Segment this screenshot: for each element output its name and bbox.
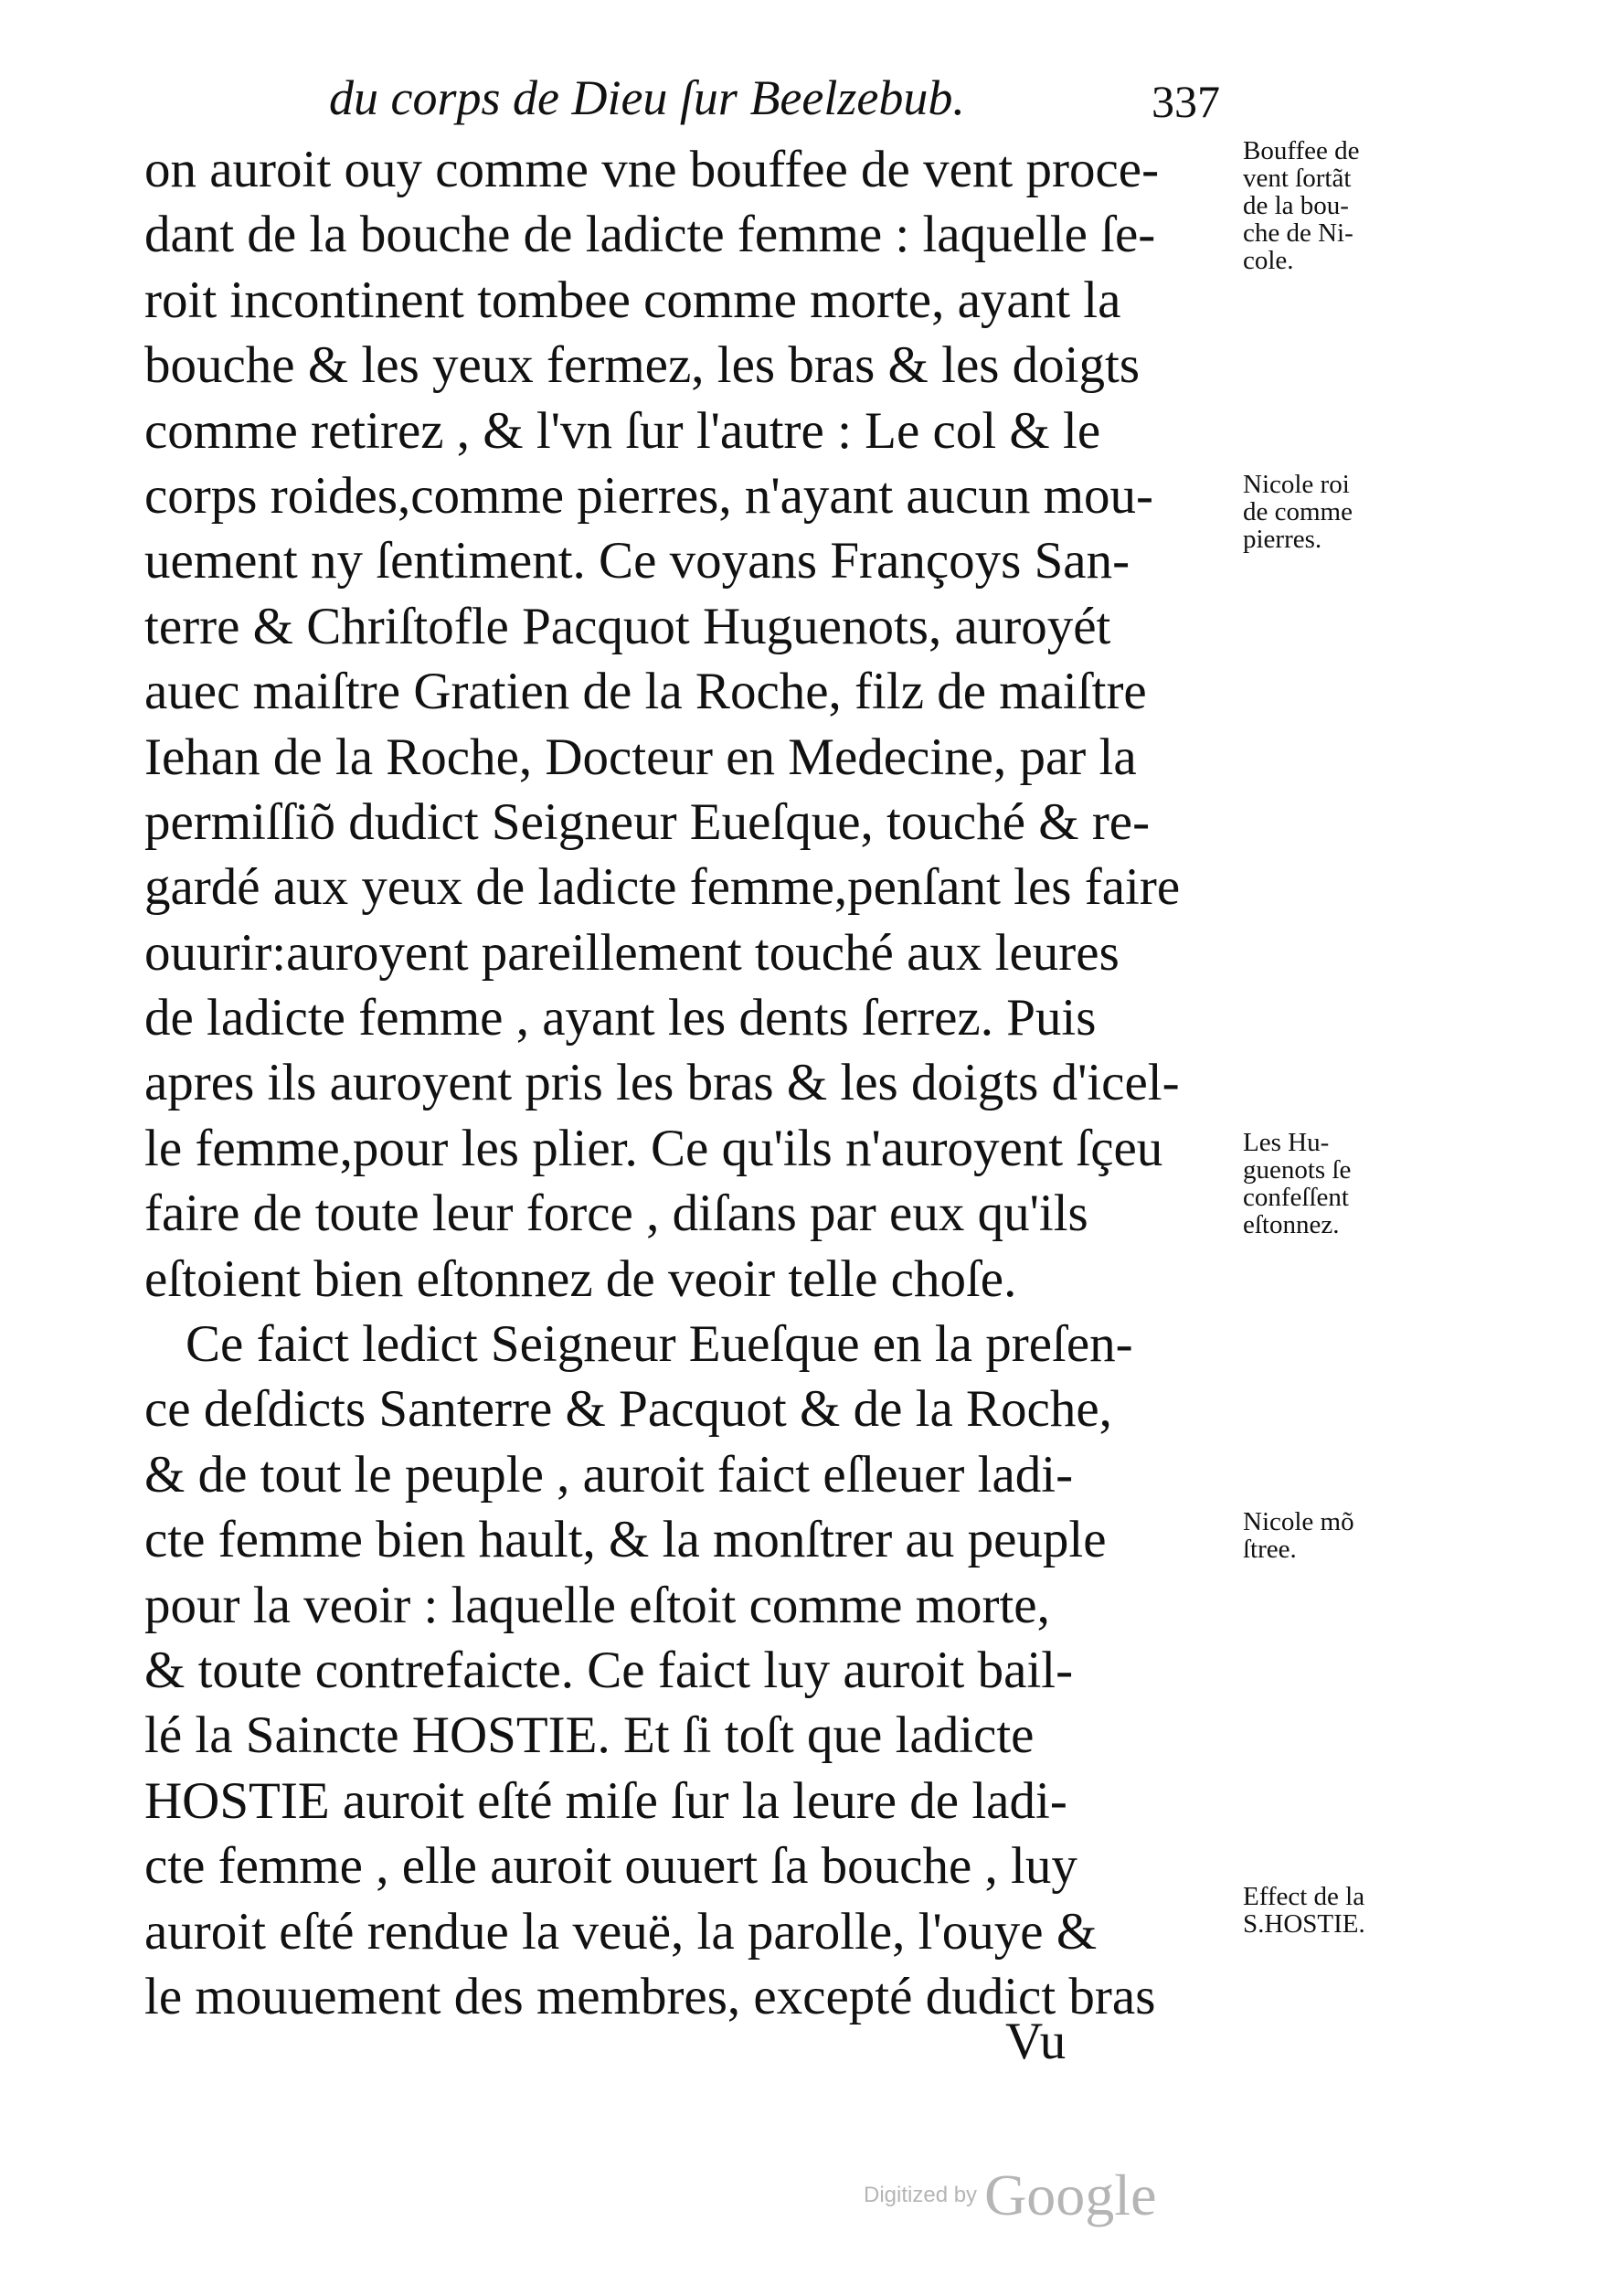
page-header <box>329 66 1243 130</box>
text-line: dant de la bouche de ladicte femme : laquelle ſe- <box>144 206 1156 264</box>
margin-note-line: Nicole roi <box>1243 470 1350 499</box>
margin-note-nicole-monstree <box>1243 1508 1517 1563</box>
text-line: pour la veoir : laquelle eſtoit comme morte, <box>144 1576 1050 1634</box>
margin-note-line: pierres. <box>1243 525 1322 554</box>
text-line: eſtoient bien eſtonnez de veoir telle choſe. <box>144 1249 1017 1308</box>
running-title: du corps de Dieu ſur Beelzebub. <box>329 70 965 125</box>
text-line: gardé aux yeux de ladicte femme,penſant les faire <box>144 858 1181 917</box>
text-line: uement ny ſentiment. Ce voyans Françoys San- <box>144 532 1130 590</box>
text-line: lé la Saincte HOSTIE. Et ſi toſt que ladicte <box>144 1706 1035 1765</box>
text-line: auroit eſté rendue la veuë, la parolle, l'ouye & <box>144 1902 1098 1961</box>
margin-note-nicole-roide <box>1243 471 1517 553</box>
text-line: & de tout le peuple , auroit faict eſleuer ladi- <box>144 1445 1074 1504</box>
text-line: & toute contrefaicte. Ce faict luy auroit bail- <box>144 1641 1074 1699</box>
margin-note-line: confeſſent <box>1243 1183 1349 1212</box>
text-line: HOSTIE auroit eſté miſe ſur la leure de ladi- <box>144 1771 1067 1830</box>
margin-note-huguenots <box>1243 1129 1517 1238</box>
margin-note-line: S.HOSTIE. <box>1243 1909 1365 1939</box>
page-number: 337 <box>1152 76 1220 127</box>
text-line: roit incontinent tombee comme morte, ayant la <box>144 271 1121 329</box>
margin-note-line: Nicole mõ <box>1243 1507 1354 1536</box>
text-line: faire de toute leur force , diſans par eux qu'ils <box>144 1185 1088 1243</box>
text-line: ce deſdicts Santerre & Pacquot & de la Roche, <box>144 1380 1112 1439</box>
paragraph-start-line: Ce faict ledict Seigneur Eueſque en la preſen- <box>186 1315 1133 1374</box>
text-line: le mouuement des membres, excepté dudict bras <box>144 1967 1156 2025</box>
margin-note-line: de comme <box>1243 497 1353 526</box>
margin-note-line: Bouffee de <box>1243 136 1360 165</box>
google-logo: Google <box>984 2163 1157 2227</box>
text-line: de ladicte femme , ayant les dents ſerrez. Puis <box>144 989 1097 1047</box>
text-line: bouche & les yeux fermez, les bras & les doigts <box>144 336 1141 395</box>
margin-note-line: cole. <box>1243 246 1294 275</box>
text-line: corps roides,comme pierres, n'ayant aucun mou- <box>144 466 1153 525</box>
margin-note-effect-hostie <box>1243 1883 1517 1938</box>
margin-note-line: de la bou- <box>1243 191 1349 220</box>
text-line: le femme,pour les plier. Ce qu'ils n'auroyent ſçeu <box>144 1119 1163 1177</box>
text-line: cte femme bien hault, & la monſtrer au peuple <box>144 1511 1107 1569</box>
text-line: ouurir:auroyent pareillement touché aux leures <box>144 923 1120 982</box>
margin-notes <box>1243 0 1517 2102</box>
text-line: comme retirez , & l'vn ſur l'autre : Le col & le <box>144 401 1101 460</box>
text-line: apres ils auroyent pris les bras & les doigts d'icel- <box>144 1054 1180 1112</box>
text-line: cte femme , elle auroit ouuert ſa bouche , luy <box>144 1837 1077 1896</box>
margin-note-line: ſtree. <box>1243 1535 1297 1564</box>
margin-note-line: eſtonnez. <box>1243 1210 1340 1239</box>
digitized-by-label: Digitized by <box>864 2183 978 2207</box>
signature-mark: Vu <box>1005 2013 1067 2070</box>
digitized-by-watermark <box>864 2162 1156 2235</box>
text-line: terre & Chriſtofle Pacquot Huguenots, auroyét <box>144 597 1111 655</box>
margin-note-line: guenots ſe <box>1243 1155 1352 1185</box>
text-line: auec maiſtre Gratien de la Roche, filz de maiſtre <box>144 663 1147 721</box>
margin-note-bouffee <box>1243 137 1517 274</box>
body-text <box>144 137 1241 2029</box>
text-line: permiſſiõ dudict Seigneur Eueſque, touché & re- <box>144 792 1151 851</box>
text-line: on auroit ouy comme vne bouffee de vent proce- <box>144 141 1160 198</box>
margin-note-line: che de Ni- <box>1243 218 1353 248</box>
margin-note-line: vent ſortãt <box>1243 164 1352 193</box>
text-line: Iehan de la Roche, Docteur en Medecine, par la <box>144 728 1137 786</box>
margin-note-line: Effect de la <box>1243 1882 1365 1911</box>
margin-note-line: Les Hu- <box>1243 1128 1330 1157</box>
